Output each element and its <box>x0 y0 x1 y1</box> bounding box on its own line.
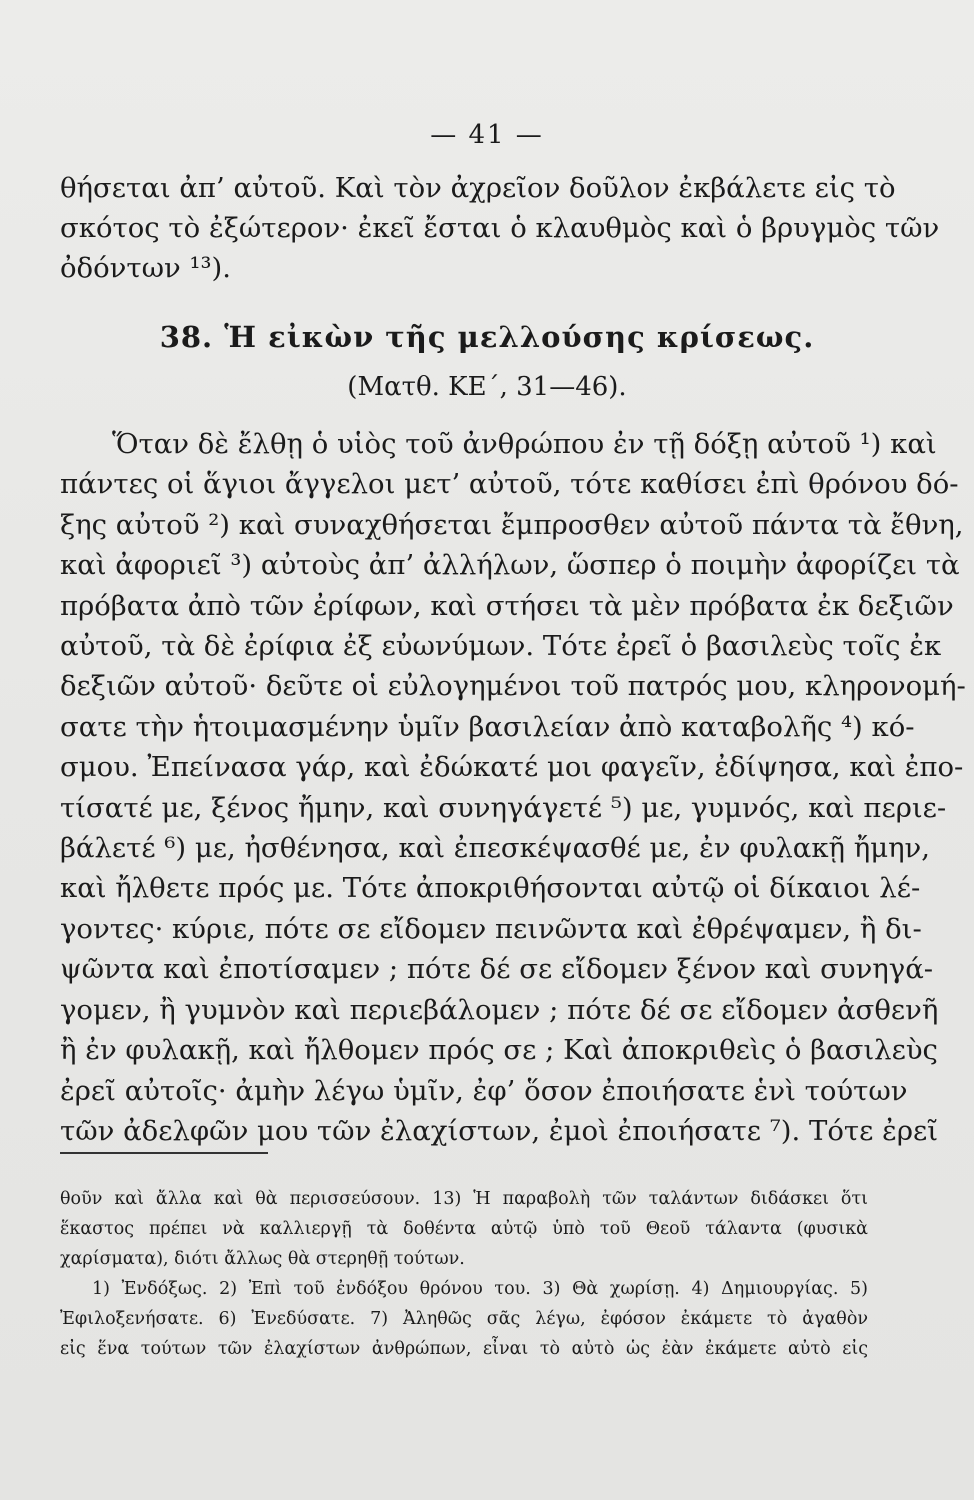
text-line: ἐρεῖ αὐτοῖς· ἀμὴν λέγω ὑμῖν, ἐφ’ ὅσον ἐποιήσατε ἑνὶ τούτων <box>60 1074 908 1107</box>
footnote-line: Ἐφιλοξενήσατε. 6) Ἐνεδύσατε. 7) Ἀληθῶς σᾶς λέγω, ἐφόσον ἐκάμετε τὸ ἀγαθὸν <box>60 1309 868 1329</box>
text-line: τίσατέ με, ξένος ἤμην, καὶ συνηγάγετέ ⁵) με, γυμνός, καὶ περιε- <box>60 791 947 824</box>
footnotes <box>60 1184 868 1364</box>
text-line: γοντες· κύριε, πότε σε εἴδομεν πεινῶντα καὶ ἐθρέψαμεν, ἢ δι- <box>60 912 922 945</box>
text-line: πάντες οἱ ἅγιοι ἄγγελοι μετ’ αὐτοῦ, τότε καθίσει ἐπὶ θρόνου δό- <box>60 468 959 501</box>
section-reference: (Ματθ. ΚΕ΄, 31—46). <box>347 372 627 402</box>
text-line: ψῶντα καὶ ἐποτίσαμεν ; πότε δέ σε εἴδομεν ξένον καὶ συνηγά- <box>60 953 934 986</box>
text-line: ὀδόντων ¹³). <box>60 252 232 285</box>
text-line: δεξιῶν αὐτοῦ· δεῦτε οἱ εὐλογημένοι τοῦ πατρός μου, κληρονομή- <box>60 670 966 703</box>
footnote-line: εἰς ἕνα τούτων τῶν ἐλαχίστων ἀνθρώπων, εἶναι τὸ αὐτὸ ὡς ἐὰν ἐκάμετε αὐτὸ εἰς <box>60 1339 868 1359</box>
text-line: γομεν, ἢ γυμνὸν καὶ περιεβάλομεν ; πότε δέ σε εἴδομεν ἀσθενῆ <box>60 993 939 1026</box>
section-heading: 38. Ἡ εἰκὼν τῆς μελλούσης κρίσεως. <box>159 320 815 354</box>
text-line: βάλετέ ⁶) με, ἠσθένησα, καὶ ἐπεσκέψασθέ με, ἐν φυλακῇ ἤμην, <box>60 832 931 865</box>
text-line: Ὅταν δὲ ἔλθῃ ὁ υἱὸς τοῦ ἀνθρώπου ἐν τῇ δόξῃ αὐτοῦ ¹) καὶ <box>112 428 937 460</box>
footnote-divider <box>60 1152 268 1154</box>
footnote-line: ἕκαστος πρέπει νὰ καλλιεργῇ τὰ δοθέντα αὐτῷ ὑπὸ τοῦ Θεοῦ τάλαντα (φυσικὰ <box>60 1219 868 1239</box>
text-line: καὶ ἀφοριεῖ ³) αὐτοὺς ἀπ’ ἀλλήλων, ὥσπερ ὁ ποιμὴν ἀφορίζει τὰ <box>60 549 960 582</box>
main-paragraph <box>60 424 966 1151</box>
text-line: σκότος τὸ ἐξώτερον· ἐκεῖ ἔσται ὁ κλαυθμὸς καὶ ὁ βρυγμὸς τῶν <box>60 212 940 245</box>
footnote-line: 1) Ἐνδόξως. 2) Ἐπὶ τοῦ ἐνδόξου θρόνου του. 3) Θὰ χωρίσῃ. 4) Δημιουργίας. 5) <box>92 1279 868 1299</box>
footnote-line: θοῦν καὶ ἄλλα καὶ θὰ περισσεύσουν. 13) Ἡ παραβολὴ τῶν ταλάντων διδάσκει ὅτι <box>60 1189 868 1209</box>
text-line: πρόβατα ἀπὸ τῶν ἐρίφων, καὶ στήσει τὰ μὲν πρόβατα ἐκ δεξιῶν <box>60 589 954 622</box>
text-line: σατε τὴν ἡτοιμασμένην ὑμῖν βασιλείαν ἀπὸ καταβολῆς ⁴) κό- <box>60 710 915 743</box>
page-number: — 41 — <box>430 120 544 150</box>
text-line: σμου. Ἐπείνασα γάρ, καὶ ἐδώκατέ μοι φαγεῖν, ἐδίψησα, καὶ ἐπο- <box>60 751 964 784</box>
text-line: ξης αὐτοῦ ²) καὶ συναχθήσεται ἔμπροσθεν αὐτοῦ πάντα τὰ ἔθνη, <box>60 508 964 541</box>
text-line: αὐτοῦ, τὰ δὲ ἐρίφια ἐξ εὐωνύμων. Τότε ἐρεῖ ὁ βασιλεὺς τοῖς ἐκ <box>60 630 942 663</box>
text-line: καὶ ἤλθετε πρός με. Τότε ἀποκριθήσονται αὐτῷ οἱ δίκαιοι λέ- <box>60 872 921 905</box>
text-line: θήσεται ἀπ’ αὐτοῦ. Καὶ τὸν ἀχρεῖον δοῦλον ἐκβάλετε εἰς τὸ <box>60 172 896 204</box>
text-line: ἢ ἐν φυλακῇ, καὶ ἤλθομεν πρός σε ; Καὶ ἀποκριθεὶς ὁ βασιλεὺς <box>60 1034 938 1067</box>
intro-paragraph <box>60 168 940 289</box>
text-line: τῶν ἀδελφῶν μου τῶν ἐλαχίστων, ἐμοὶ ἐποιήσατε ⁷). Τότε ἐρεῖ <box>60 1114 939 1147</box>
footnote-line: χαρίσματα), διότι ἄλλως θὰ στερηθῇ τούτων. <box>60 1249 465 1269</box>
